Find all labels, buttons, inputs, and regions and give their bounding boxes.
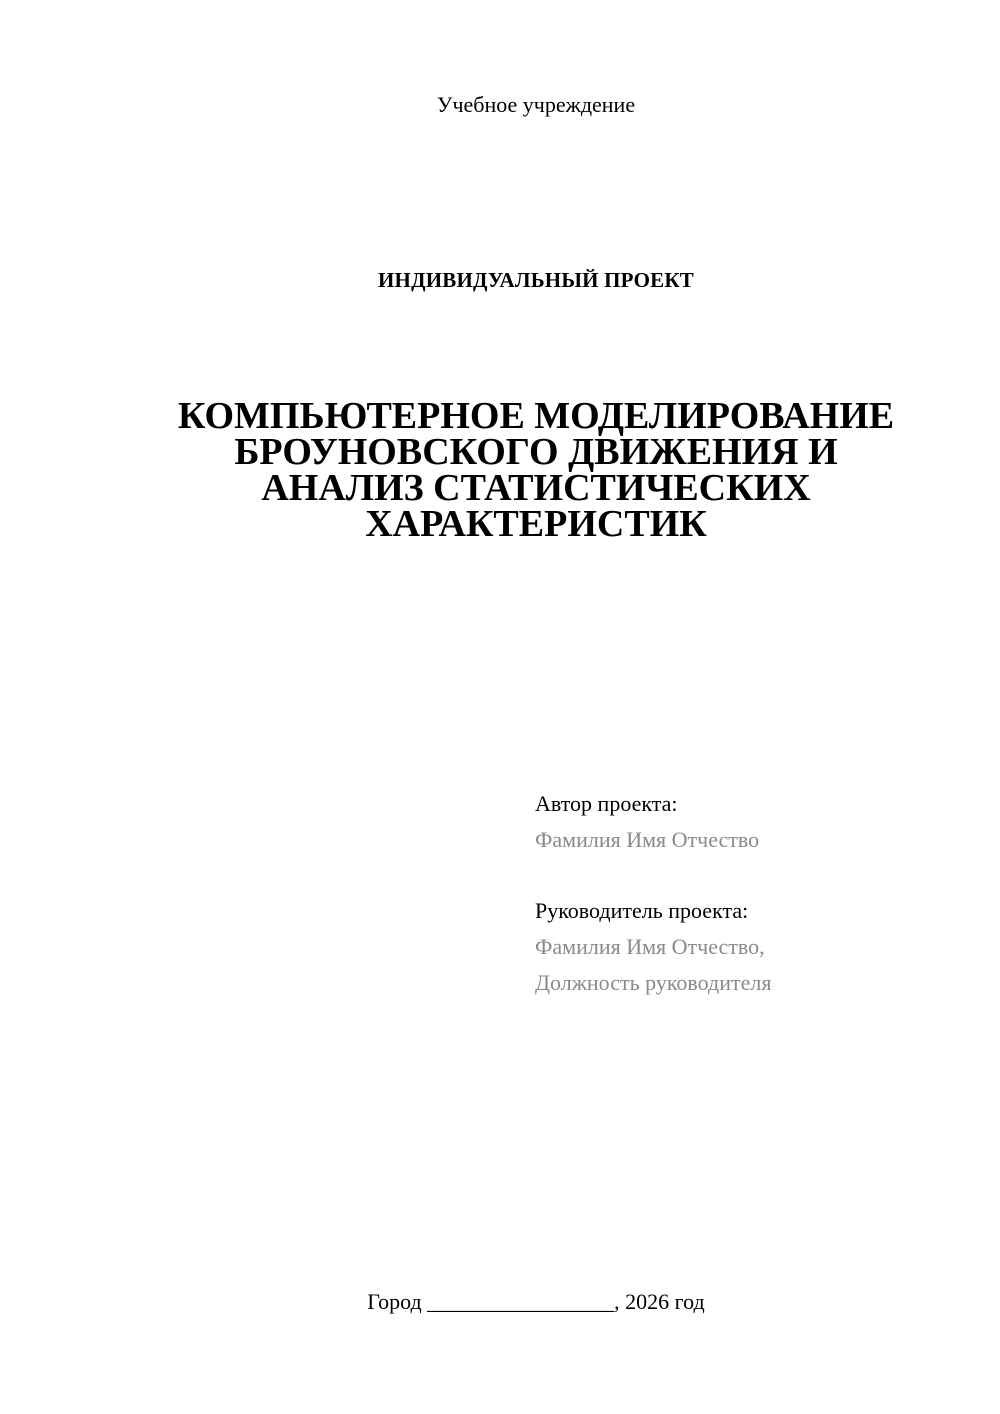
supervisor-label: Руководитель проекта:: [535, 898, 749, 923]
project-title: [120, 395, 952, 545]
city-year-line: Город _________________, 2026 год: [367, 1289, 705, 1314]
author-name: Фамилия Имя Отчество: [535, 827, 760, 852]
author-label: Автор проекта:: [535, 791, 678, 816]
project-title-line-3: АНАЛИЗ СТАТИСТИЧЕСКИХ: [261, 467, 811, 509]
project-title-line-2: БРОУНОВСКОГО ДВИЖЕНИЯ И: [234, 431, 838, 473]
author-block: [535, 786, 975, 858]
supervisor-name: Фамилия Имя Отчество,: [535, 934, 765, 959]
document-type: ИНДИВИДУАЛЬНЫЙ ПРОЕКТ: [378, 268, 694, 292]
project-title-line-4: ХАРАКТЕРИСТИК: [365, 503, 707, 545]
supervisor-position: Должность руководителя: [535, 970, 772, 995]
supervisor-block: [535, 893, 975, 1001]
project-title-line-1: КОМПЬЮТЕРНОЕ МОДЕЛИРОВАНИЕ: [177, 395, 895, 437]
institution-name: Учебное учреждение: [436, 92, 636, 117]
